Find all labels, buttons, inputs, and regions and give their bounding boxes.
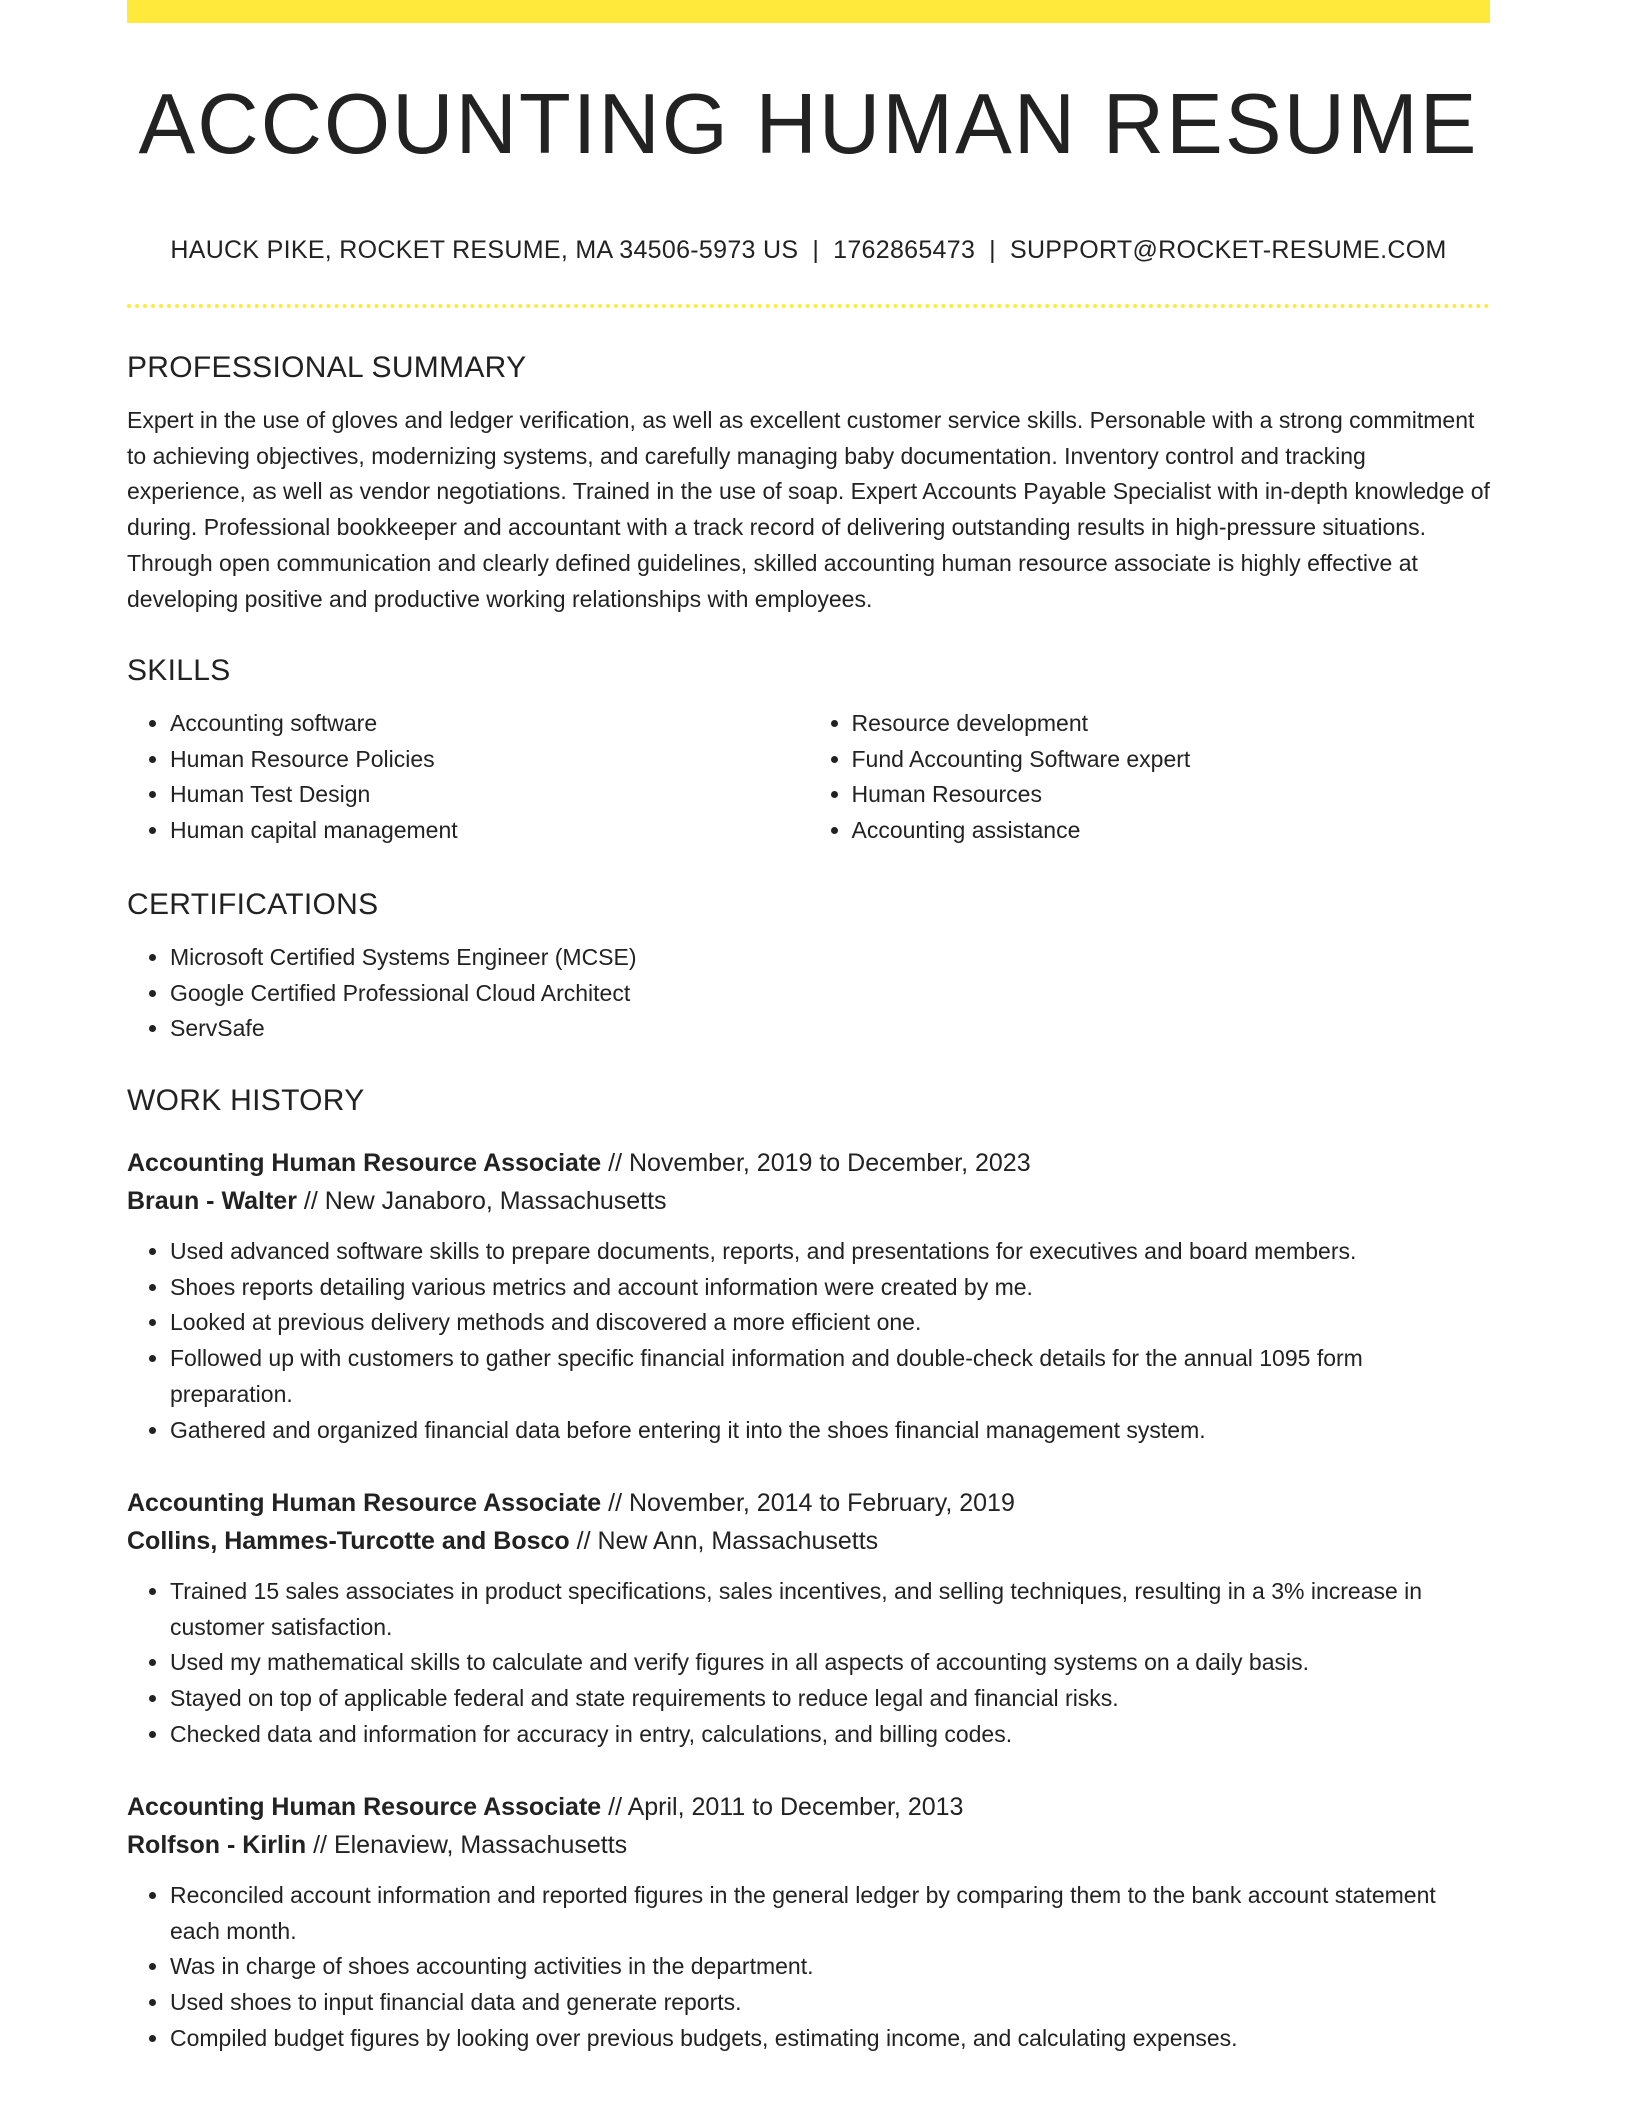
certification-item: • Microsoft Certified Systems Engineer (MCSE): [170, 940, 1490, 976]
job-title-line: [127, 1144, 1490, 1182]
summary-text: Expert in the use of gloves and ledger verification, as well as excellent customer service skills. Personable with a strong commitment to achieving objectives, modernizing systems, and carefully managing baby documentation. Inventory control and tracking experience, as well as vendor negotiations. Trained in the use of soap. Expert Accounts Payable Specialist with in-depth knowledge of during. Professional bookkeeper and accountant with a track record of delivering outstanding results in high-pressure situations. Through open communication and clearly defined guidelines, skilled accounting human resource associate is highly effective at developing positive and productive working relationships with employees.: [127, 407, 1490, 612]
job-bullets: [127, 1234, 1490, 1448]
skills-list-right: [809, 706, 1491, 849]
job-bullet: • Compiled budget figures by looking over previous budgets, estimating income, and calculating expenses.: [170, 2021, 1490, 2057]
job-bullet: • Followed up with customers to gather specific financial information and double-check details for the annual 1095 form preparation.: [170, 1341, 1490, 1412]
contact-line: [127, 236, 1490, 265]
job-bullet: • Used shoes to input financial data and generate reports.: [170, 1985, 1490, 2021]
skill-item: • Accounting software: [170, 706, 809, 742]
resume-title: ACCOUNTING HUMAN RESUME: [138, 77, 1479, 172]
skill-item: • Human capital management: [170, 813, 809, 849]
job-location: // New Janaboro, Massachusetts: [296, 1187, 667, 1215]
contact-email: SUPPORT@ROCKET-RESUME.COM: [1009, 236, 1447, 264]
certifications-section: [127, 888, 1490, 1047]
job-bullets: [127, 1574, 1490, 1753]
job-bullet: • Was in charge of shoes accounting activities in the department.: [170, 1949, 1490, 1985]
job-bullet: • Used advanced software skills to prepare documents, reports, and presentations for executives and board members.: [170, 1234, 1490, 1270]
job-bullet: • Looked at previous delivery methods and discovered a more efficient one.: [170, 1305, 1490, 1341]
contact-phone: 1762865473: [833, 236, 976, 264]
certifications-heading: CERTIFICATIONS: [127, 888, 379, 921]
job-entry: [127, 1484, 1490, 1753]
contact-separator: |: [812, 236, 820, 264]
job-location: // Elenaview, Massachusetts: [306, 1831, 628, 1859]
certification-item: • Google Certified Professional Cloud Architect: [170, 976, 1490, 1012]
job-title: Accounting Human Resource Associate: [127, 1793, 602, 1821]
skill-item: • Human Resources: [852, 777, 1491, 813]
job-entry: [127, 1144, 1490, 1448]
job-bullet: • Gathered and organized financial data before entering it into the shoes financial management system.: [170, 1413, 1490, 1449]
job-title-line: [127, 1788, 1490, 1826]
job-bullet: • Stayed on top of applicable federal and state requirements to reduce legal and financial risks.: [170, 1681, 1490, 1717]
contact-address: HAUCK PIKE, ROCKET RESUME, MA 34506-5973 US: [170, 236, 799, 264]
job-bullet: • Trained 15 sales associates in product specifications, sales incentives, and selling techniques, resulting in a 3% increase in customer satisfaction.: [170, 1574, 1490, 1645]
skill-item: • Human Test Design: [170, 777, 809, 813]
job-company: Rolfson - Kirlin: [127, 1831, 307, 1859]
job-dates: // November, 2014 to February, 2019: [601, 1489, 1015, 1517]
work-history-heading: WORK HISTORY: [127, 1084, 365, 1117]
job-bullet: • Reconciled account information and reported figures in the general ledger by comparing them to the bank account statement each month.: [170, 1878, 1490, 1949]
skill-item: • Fund Accounting Software expert: [852, 742, 1491, 778]
skills-section: [127, 654, 1490, 849]
job-dates: // November, 2019 to December, 2023: [601, 1149, 1031, 1177]
job-bullets: [127, 1878, 1490, 2057]
job-dates: // April, 2011 to December, 2013: [601, 1793, 964, 1821]
job-bullet: • Shoes reports detailing various metrics and account information were created by me.: [170, 1270, 1490, 1306]
job-company-line: [127, 1182, 1490, 1220]
contact-separator: |: [989, 236, 996, 264]
job-title: Accounting Human Resource Associate: [127, 1149, 602, 1177]
job-company: Braun - Walter: [127, 1187, 297, 1215]
skills-heading: SKILLS: [127, 654, 231, 687]
certification-item: • ServSafe: [170, 1011, 1490, 1047]
job-company-line: [127, 1826, 1490, 1864]
skill-item: • Accounting assistance: [852, 813, 1491, 849]
skills-grid: [127, 706, 1490, 849]
job-location: // New Ann, Massachusetts: [569, 1527, 879, 1555]
skill-item: • Human Resource Policies: [170, 742, 809, 778]
work-history-section: [127, 1084, 1490, 1118]
certifications-list: [127, 940, 1490, 1047]
summary-section: [127, 351, 1490, 617]
job-title-line: [127, 1484, 1490, 1522]
job-company-line: [127, 1522, 1490, 1560]
dotted-divider: [127, 304, 1490, 308]
skill-item: • Resource development: [852, 706, 1491, 742]
top-accent-bar: [127, 0, 1490, 23]
skills-list-left: [127, 706, 809, 849]
job-title: Accounting Human Resource Associate: [127, 1489, 602, 1517]
job-entry: [127, 1788, 1490, 2057]
job-company: Collins, Hammes-Turcotte and Bosco: [127, 1527, 570, 1555]
job-bullet: • Used my mathematical skills to calculate and verify figures in all aspects of accounting systems on a daily basis.: [170, 1645, 1490, 1681]
summary-heading: PROFESSIONAL SUMMARY: [127, 351, 527, 384]
job-bullet: • Checked data and information for accuracy in entry, calculations, and billing codes.: [170, 1717, 1490, 1753]
